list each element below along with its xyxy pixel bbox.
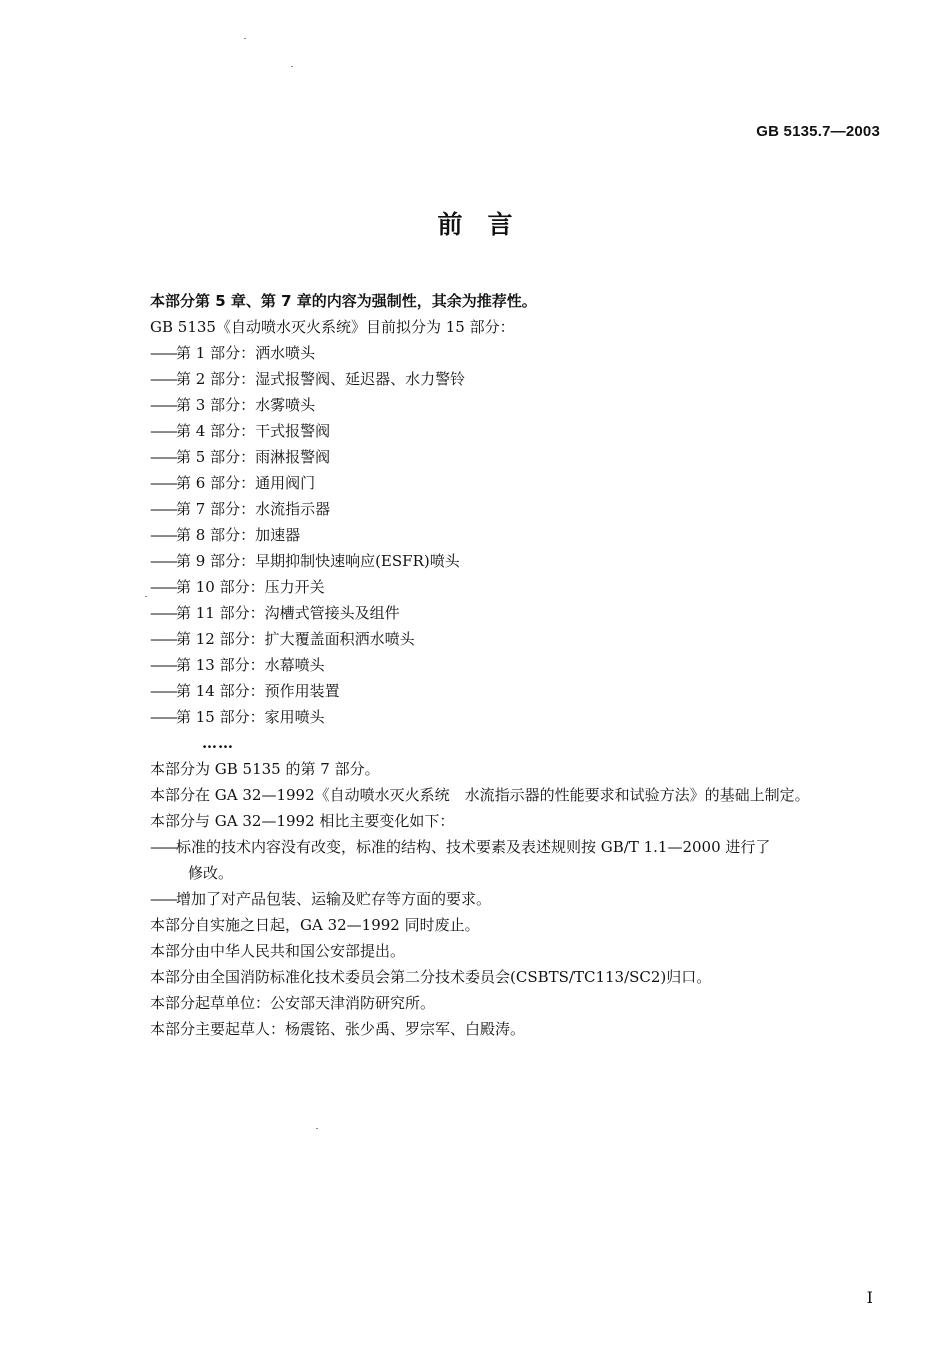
part-label: 第 5 部分：雨淋报警阀 (176, 448, 331, 466)
list-item (150, 444, 890, 470)
scan-speck (316, 1128, 318, 1129)
standard-code: GB 5135.7—2003 (756, 123, 880, 140)
part-label: 第 12 部分：扩大覆盖面积洒水喷头 (176, 630, 415, 648)
dash: —— (150, 370, 176, 388)
list-item (150, 704, 890, 730)
page-number: I (866, 1288, 873, 1307)
list-ellipsis: …… (202, 734, 234, 752)
list-item (150, 678, 890, 704)
part-label: 第 2 部分：湿式报警阀、延迟器、水力警铃 (176, 370, 466, 388)
dash: —— (150, 526, 176, 544)
scan-speck (291, 66, 293, 67)
drafting-unit-statement: 本部分起草单位：公安部天津消防研究所。 (150, 994, 436, 1012)
change-item (150, 834, 890, 860)
this-part-statement: 本部分为 GB 5135 的第 7 部分。 (150, 760, 380, 778)
part-label: 第 13 部分：水幕喷头 (176, 656, 325, 674)
part-label: 第 6 部分：通用阀门 (176, 474, 316, 492)
list-item (150, 574, 890, 600)
dash: —— (150, 448, 176, 466)
part-label: 第 14 部分：预作用装置 (176, 682, 340, 700)
dash: —— (150, 890, 176, 908)
list-item (150, 392, 890, 418)
dash: —— (150, 422, 176, 440)
dash: —— (150, 656, 176, 674)
list-item (150, 418, 890, 444)
abolish-statement: 本部分自实施之日起，GA 32—1992 同时废止。 (150, 916, 480, 934)
list-item (150, 496, 890, 522)
scan-speck (145, 596, 147, 597)
list-item (150, 600, 890, 626)
based-on-statement: 本部分在 GA 32—1992《自动喷水灭火系统 水流指示器的性能要求和试验方法》的基础上制定。 (150, 786, 810, 804)
part-label: 第 10 部分：压力开关 (176, 578, 325, 596)
dash: —— (150, 474, 176, 492)
dash: —— (150, 708, 176, 726)
list-item (150, 366, 890, 392)
part-label: 第 3 部分：水雾喷头 (176, 396, 316, 414)
dash: —— (150, 630, 176, 648)
mandatory-note: 本部分第 5 章、第 7 章的内容为强制性，其余为推荐性。 (150, 292, 537, 310)
list-item (150, 470, 890, 496)
drafters-statement: 本部分主要起草人：杨震铭、张少禹、罗宗军、白殿涛。 (150, 1020, 526, 1038)
dash: —— (150, 604, 176, 622)
part-label: 第 9 部分：早期抑制快速响应(ESFR)喷头 (176, 552, 460, 570)
change-text: 标准的技术内容没有改变，标准的结构、技术要素及表述规则按 GB/T 1.1—2000 进行了 (176, 838, 771, 856)
dash: —— (150, 500, 176, 518)
parts-intro: GB 5135《自动喷水灭火系统》目前拟分为 15 部分： (150, 318, 515, 336)
part-label: 第 4 部分：干式报警阀 (176, 422, 331, 440)
page-title: 前 言 (437, 210, 513, 239)
change-item-continuation: 修改。 (188, 864, 234, 882)
dash: —— (150, 838, 176, 856)
changes-intro: 本部分与 GA 32—1992 相比主要变化如下： (150, 812, 455, 830)
part-label: 第 7 部分：水流指示器 (176, 500, 331, 518)
proposed-by-statement: 本部分由中华人民共和国公安部提出。 (150, 942, 406, 960)
dash: —— (150, 682, 176, 700)
change-item (150, 886, 890, 912)
list-item (150, 340, 890, 366)
managed-by-statement: 本部分由全国消防标准化技术委员会第二分技术委员会(CSBTS/TC113/SC2)归口。 (150, 968, 712, 986)
part-label: 第 1 部分：洒水喷头 (176, 344, 316, 362)
dash: —— (150, 578, 176, 596)
scan-speck (244, 38, 246, 39)
change-text: 增加了对产品包装、运输及贮存等方面的要求。 (176, 890, 492, 908)
dash: —— (150, 396, 176, 414)
list-item (150, 652, 890, 678)
dash: —— (150, 552, 176, 570)
foreword-body (150, 288, 890, 1042)
part-label: 第 8 部分：加速器 (176, 526, 301, 544)
list-item (150, 548, 890, 574)
dash: —— (150, 344, 176, 362)
part-label: 第 11 部分：沟槽式管接头及组件 (176, 604, 400, 622)
list-item (150, 626, 890, 652)
part-label: 第 15 部分：家用喷头 (176, 708, 325, 726)
list-item (150, 522, 890, 548)
